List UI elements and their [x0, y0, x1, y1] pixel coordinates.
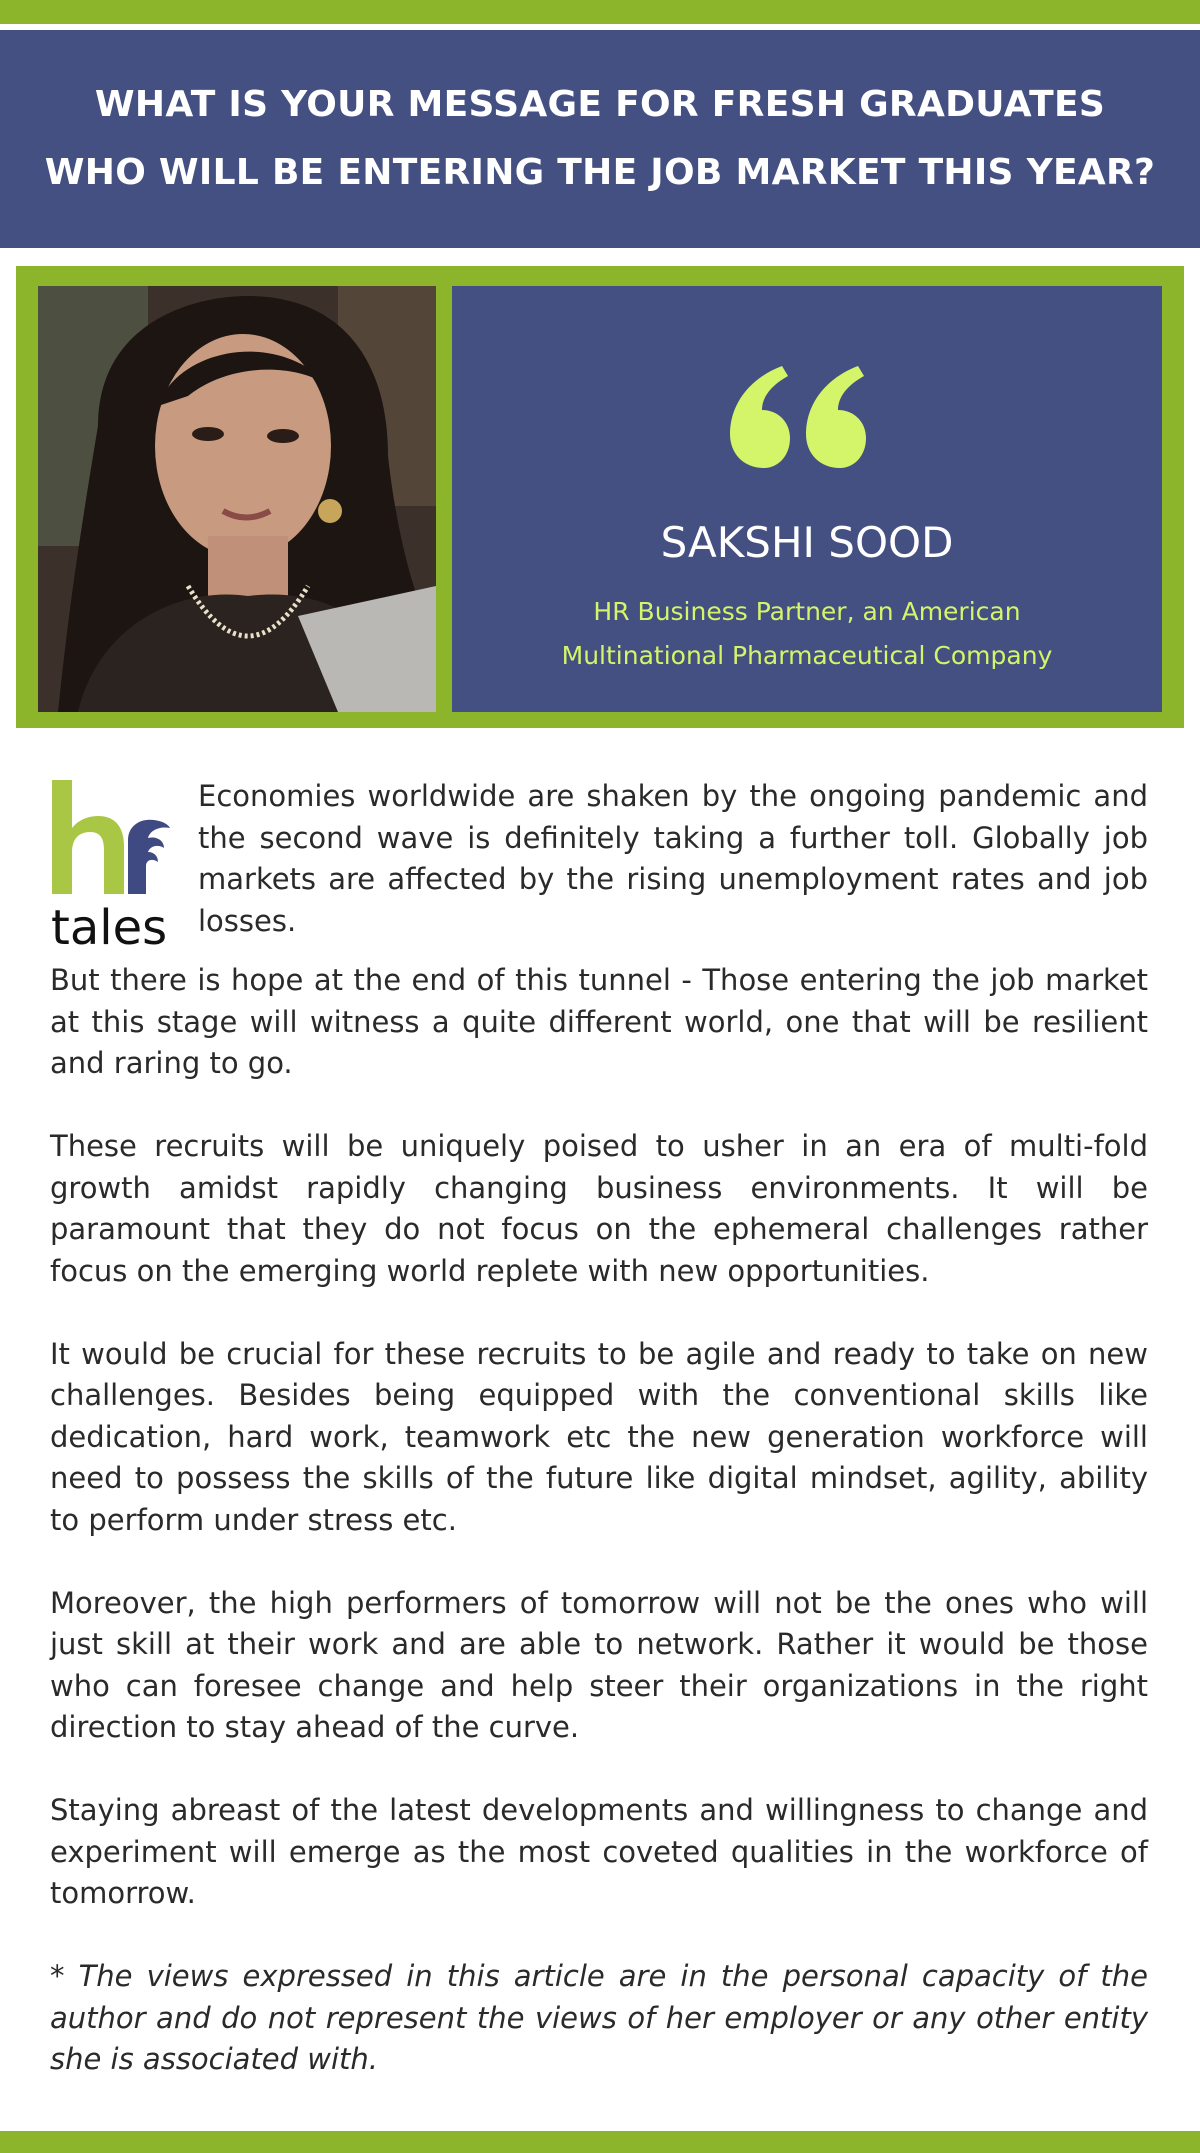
hr-tales-logo-icon	[50, 776, 172, 948]
quotation-mark-icon	[728, 364, 868, 474]
page-header	[0, 30, 1200, 248]
author-title-line-1: HR Business Partner, an American	[593, 597, 1021, 626]
profile-feature	[16, 266, 1184, 728]
header-title-line-1: WHAT IS YOUR MESSAGE FOR FRESH GRADUATES	[94, 84, 1106, 125]
article-paragraph-3: These recruits will be uniquely poised to usher in an era of multi-fold growth amidst rapidly changing business environments. It will be paramount that they do not focus on the ephemeral challenges rather focus on the emerging world replete with new opportunities.	[50, 1129, 1148, 1288]
article-paragraph-1: Economies worldwide are shaken by the ongoing pandemic and the second wave is definitely taking a further toll. Globally job markets are affected by the rising unemployment rates and job losses.	[198, 779, 1148, 938]
portrait-photo	[38, 286, 436, 712]
article-paragraph-2: But there is hope at the end of this tunnel - Those entering the job market at this stage will witness a quite different world, one that will be resilient and raring to go.	[50, 963, 1148, 1080]
article-paragraph-5: Moreover, the high performers of tomorrow will not be the ones who will just skill at their work and are able to network. Rather it would be those who can foresee change and help steer their organizations in the right direction to stay ahead of the curve.	[50, 1585, 1148, 1744]
quote-panel	[452, 286, 1162, 712]
article-paragraph-4: It would be crucial for these recruits to be agile and ready to take on new challenges. Besides being equipped with the conventional skills like dedication, hard work, teamwork etc the new generation workforce will need to possess the skills of the future like digital mindset, agility, ability to perform under stress etc.	[50, 1336, 1148, 1537]
author-title-line-2: Multinational Pharmaceutical Company	[561, 641, 1053, 670]
author-title	[452, 590, 1162, 678]
article-paragraph-6: Staying abreast of the latest developments and willingness to change and experiment will emerge as the most coveted qualities in the workforce of tomorrow.	[50, 1793, 1148, 1910]
article-body	[50, 776, 1148, 2081]
bottom-accent-bar	[0, 2131, 1200, 2153]
logo-text: tales	[51, 900, 168, 948]
hr-tales-logo	[50, 776, 172, 948]
header-title-line-2: WHO WILL BE ENTERING THE JOB MARKET THIS YEAR?	[44, 152, 1156, 193]
portrait-illustration	[38, 286, 436, 712]
top-accent-bar	[0, 0, 1200, 24]
author-name: SAKSHI SOOD	[660, 518, 954, 567]
disclaimer-note: * The views expressed in this article are in the personal capacity of the author and do not represent the views of her employer or any other entity she is associated with.	[50, 1959, 1148, 2076]
